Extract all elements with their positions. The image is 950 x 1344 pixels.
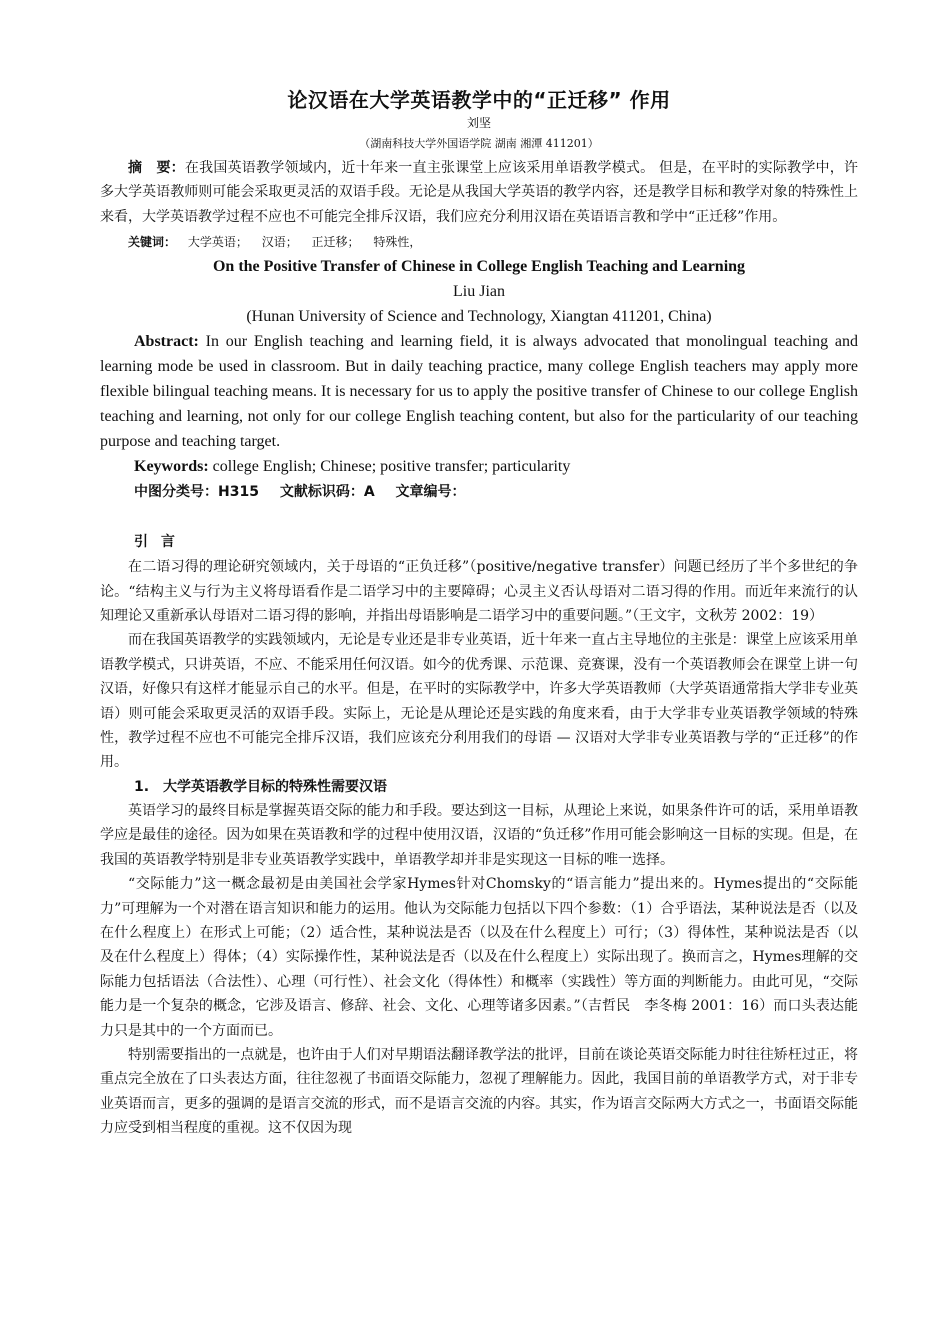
keywords-en	[100, 454, 858, 479]
body-paragraph: 而在我国英语教学的实践领域内，无论是专业还是非专业英语，近十年来一直占主导地位的主张是：课堂上应该采用单语教学模式，只讲英语，不应、不能采用任何汉语。如今的优秀课、示范课、竞赛课，没有一个英语教师会在课堂上讲一句汉语，好像只有这样才能显示自己的水平。但是，在平时的实际教学中，许多大学英语教师（大学英语通常指大学非专业英语）则可能会采取更灵活的双语手段。实际上，无论是从理论还是实践的角度来看，由于大学非专业英语教学领域的特殊性，教学过程不应也不可能完全排斥汉语，我们应该充分利用我们的母语 — 汉语对大学非专业英语教与学的“正迁移”的作用。	[100, 632, 858, 771]
body-paragraph: 在二语习得的理论研究领域内，关于母语的“正负迁移”（positive/negative transfer）问题已经历了半个多世纪的争论。“结构主义与行为主义将母语看作是二语学习中的主要障碍；心灵主义否认母语对二语习得的作用。而近年来流行的认知理论又重新承认母语对二语习得的影响，并指出母语影响是二语学习中的重要问题。”（王文宇，文秋芳 2002：19）	[100, 559, 858, 625]
affiliation-en: (Hunan University of Science and Technology, Xiangtan 411201, China)	[246, 308, 712, 326]
keywords-cn-label: 关键词：	[128, 235, 177, 250]
body-paragraph: “交际能力”这一概念最初是由美国社会学家Hymes针对Chomsky的“语言能力”提出来的。Hymes提出的“交际能力”可理解为一个对潜在语言知识和能力的运用。他认为交际能力包括以下四个参数：（1）合乎语法，某种说法是否（以及在什么程度上）在形式上可能；（2）适合性，某种说法是否（以及在什么程度上）可行；（3）得体性，某种说法是否（以及在什么程度上）得体；（4）实际操作性，某种说法是否（以及在什么程度上）实际出现了。换而言之，Hymes理解的交际能力包括语法（合法性）、心理（可行性）、社会文化（得体性）和概率（实践性）等方面的判断能力。由此可见，“交际能力是一个复杂的概念，它涉及语言、修辞、社会、文化、心理等诸多因素。”（吉哲民 李冬梅 2001：16）而口头表达能力只是其中的一个方面而已。	[100, 876, 858, 1039]
document-code: 文献标识码：A	[279, 484, 375, 501]
classification-line	[100, 479, 858, 505]
body-paragraph: 英语学习的最终目标是掌握英语交际的能力和手段。要达到这一目标，从理论上来说，如果条件许可的话，采用单语教学应是最佳的途径。因为如果在英语教和学的过程中使用汉语，汉语的“负迁移”作用可能会影响这一目标的实现。但是，在我国的英语教学特别是非专业英语教学实践中，单语教学却并非是实现这一目标的唯一选择。	[100, 802, 858, 868]
article-number: 文章编号：	[395, 484, 466, 501]
author-cn: 刘坚	[466, 116, 491, 130]
section-heading-1: 1. 大学英语教学目标的特殊性需要汉语	[134, 778, 388, 795]
abstract-en-label: Abstract:	[134, 333, 199, 351]
abstract-cn	[100, 156, 858, 229]
abstract-en-text: In our English teaching and learning field, it is always advocated that monolingual teaching and learning mode be used in classroom. But in daily teaching practice, many college English teachers may apply more flexible bilingual teaching means. It is necessary for us to apply the positive transfer of Chinese to our college English teaching and learning, not only for our college English teaching content, but also for the particularity of our teaching purpose and teaching target.	[100, 333, 858, 451]
author-en: Liu Jian	[453, 283, 505, 301]
keyword-item: 大学英语；	[187, 235, 248, 250]
paper-page	[100, 86, 858, 1141]
body-paragraph: 特别需要指出的一点就是，也许由于人们对早期语法翻译教学法的批评，目前在谈论英语交际能力时往往矫枉过正，将重点完全放在了口头表达方面，往往忽视了书面语交际能力，忽视了理解能力。因此，我国目前的单语教学方式，对于非专业英语而言，更多的强调的是语言交流的形式，而不是语言交流的内容。其实，作为语言交际两大方式之一，书面语交际能力应受到相当程度的重视。这不仅因为现	[100, 1046, 858, 1137]
clc-number: 中图分类号：H315	[134, 484, 259, 501]
keyword-item: 汉语；	[261, 235, 298, 250]
section-heading-intro: 引 言	[134, 534, 179, 551]
paper-title-en: On the Positive Transfer of Chinese in College English Teaching and Learning	[212, 258, 746, 276]
abstract-cn-text: 在我国英语教学领域内，近十年来一直主张课堂上应该采用单语教学模式。 但是，在平时的实际教学中，许多大学英语教师则可能会采取更灵活的双语手段。无论是从我国大学英语的教学内容，还是教学目标和教学对象的特殊性上来看，大学英语教学过程不应也不可能完全排斥汉语，我们应充分利用汉语在英语语言教和学中“正迁移”作用。	[100, 160, 858, 225]
abstract-en	[100, 329, 858, 454]
keywords-cn	[100, 229, 858, 255]
keyword-item: 正迁移；	[311, 235, 360, 250]
affiliation-cn: （湖南科技大学外国语学院 湖南 湘潭 411201）	[359, 137, 599, 150]
keywords-en-label: Keywords:	[134, 458, 209, 476]
keywords-en-text: college English; Chinese; positive transfer; particularity	[208, 458, 571, 476]
keyword-item: 特殊性，	[373, 235, 422, 250]
abstract-cn-label: 摘 要：	[128, 160, 185, 176]
paper-title-cn: 论汉语在大学英语教学中的“正迁移” 作用	[287, 88, 671, 112]
